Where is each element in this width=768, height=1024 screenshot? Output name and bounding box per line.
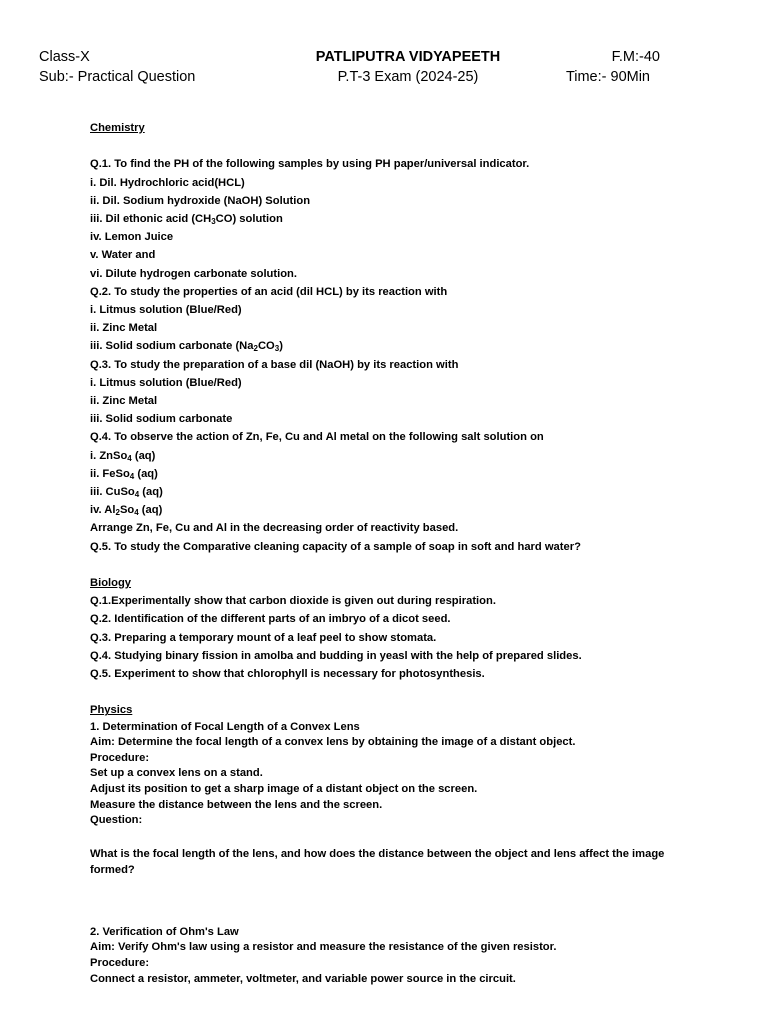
- bio-question: Q.3. Preparing a temporary mount of a leaf peel to show stomata.: [90, 631, 437, 644]
- phys-exp1-title: 1. Determination of Focal Length of a Convex Lens: [90, 720, 360, 733]
- chem-q4-item: ii. FeSo$_4$ (aq): [90, 467, 158, 481]
- exam-time: Time:- 90Min: [565, 69, 650, 85]
- phys-exp1-step: Measure the distance between the lens and the screen.: [90, 798, 383, 811]
- chem-q4-arrange: Arrange Zn, Fe, Cu and Al in the decreasing order of reactivity based.: [90, 522, 459, 535]
- chem-q4-item: i. ZnSo$_4$ (aq): [90, 449, 156, 463]
- chem-q2: Q.2. To study the properties of an acid (dil HCL) by its reaction with: [90, 285, 448, 298]
- phys-exp2-aim: Aim: Verify Ohm's law using a resistor and measure the resistance of the given resistor.: [90, 941, 557, 954]
- chem-q1-item: v. Water and: [90, 249, 156, 262]
- class-label: Class-X: [39, 49, 90, 65]
- subject-label: Sub:- Practical Question: [39, 69, 196, 85]
- biology-heading: Biology: [90, 577, 132, 590]
- chem-q4-item: iv. $Al_2So_4$ (aq): [90, 504, 163, 518]
- chem-q1-item: vi. Dilute hydrogen carbonate solution.: [90, 267, 297, 280]
- phys-exp1-aim: Aim: Determine the focal length of a convex lens by obtaining the image of a distant object.: [90, 736, 576, 749]
- chem-q4-item: iii. CuSo$_4$ (aq): [90, 486, 163, 500]
- school-name: PATLIPUTRA VIDYAPEETH: [315, 49, 501, 65]
- phys-exp2-title: 2. Verification of Ohm's Law: [90, 925, 239, 938]
- chem-q1-item: iii. Dil ethonic acid $(CH_3CO)$ solution: [90, 213, 283, 226]
- bio-question: Q.2. Identification of the different parts of an imbryo of a dicot seed.: [90, 613, 451, 626]
- phys-exp1-question: What is the focal length of the lens, and how does the distance between the object and lens affect the image formed?: [90, 847, 665, 876]
- question-body: [90, 119, 690, 987]
- full-marks: F.M:-40: [611, 49, 660, 65]
- chem-q1-item: iv. Lemon Juice: [90, 231, 174, 244]
- chem-q3-item: i. Litmus solution (Blue/Red): [90, 376, 242, 389]
- bio-question: Q.4. Studying binary fission in amolba and budding in yeasl with the help of prepared slides.: [90, 649, 582, 662]
- chem-q3-item: iii. Solid sodium carbonate: [90, 413, 233, 426]
- exam-name: P.T-3 Exam (2024-25): [337, 69, 479, 85]
- chem-q1: Q.1. To find the PH of the following samples by using PH paper/universal indicator.: [90, 158, 530, 171]
- bio-question: Q.1.Experimentally show that carbon dioxide is given out during respiration.: [90, 595, 496, 608]
- phys-exp2-procedure-label: Procedure:: [90, 957, 150, 969]
- chem-q5: Q.5. To study the Comparative cleaning capacity of a sample of soap in soft and hard water?: [90, 540, 581, 553]
- chem-q2-item: i. Litmus solution (Blue/Red): [90, 304, 242, 317]
- physics-heading: Physics: [90, 704, 133, 717]
- chem-q1-item: i. Dil. Hydrochloric acid(HCL): [90, 176, 245, 189]
- chem-q1-item: ii. Dil. Sodium hydroxide (NaOH) Solution: [90, 194, 311, 207]
- chem-q2-item: iii. Solid sodium carbonate $(Na_2CO_3)$: [90, 340, 283, 354]
- phys-exp1-question-label: Question:: [90, 814, 143, 827]
- chem-q3: Q.3. To study the preparation of a base dil (NaOH) by its reaction with: [90, 358, 459, 371]
- chem-q3-item: ii. Zinc Metal: [90, 395, 158, 408]
- phys-exp2-step: Connect a resistor, ammeter, voltmeter, and variable power source in the circuit.: [90, 972, 516, 985]
- phys-exp1-step: Set up a convex lens on a stand.: [90, 767, 263, 780]
- bio-question: Q.5. Experiment to show that chlorophyll is necessary for photosynthesis.: [90, 668, 485, 681]
- chem-q4: Q.4. To observe the action of Zn, Fe, Cu and Al metal on the following salt solution on: [90, 431, 544, 444]
- phys-exp1-procedure-label: Procedure:: [90, 751, 150, 764]
- chemistry-heading: Chemistry: [90, 122, 145, 134]
- phys-exp1-step: Adjust its position to get a sharp image of a distant object on the screen.: [90, 783, 478, 796]
- chem-q2-item: ii. Zinc Metal: [90, 322, 158, 335]
